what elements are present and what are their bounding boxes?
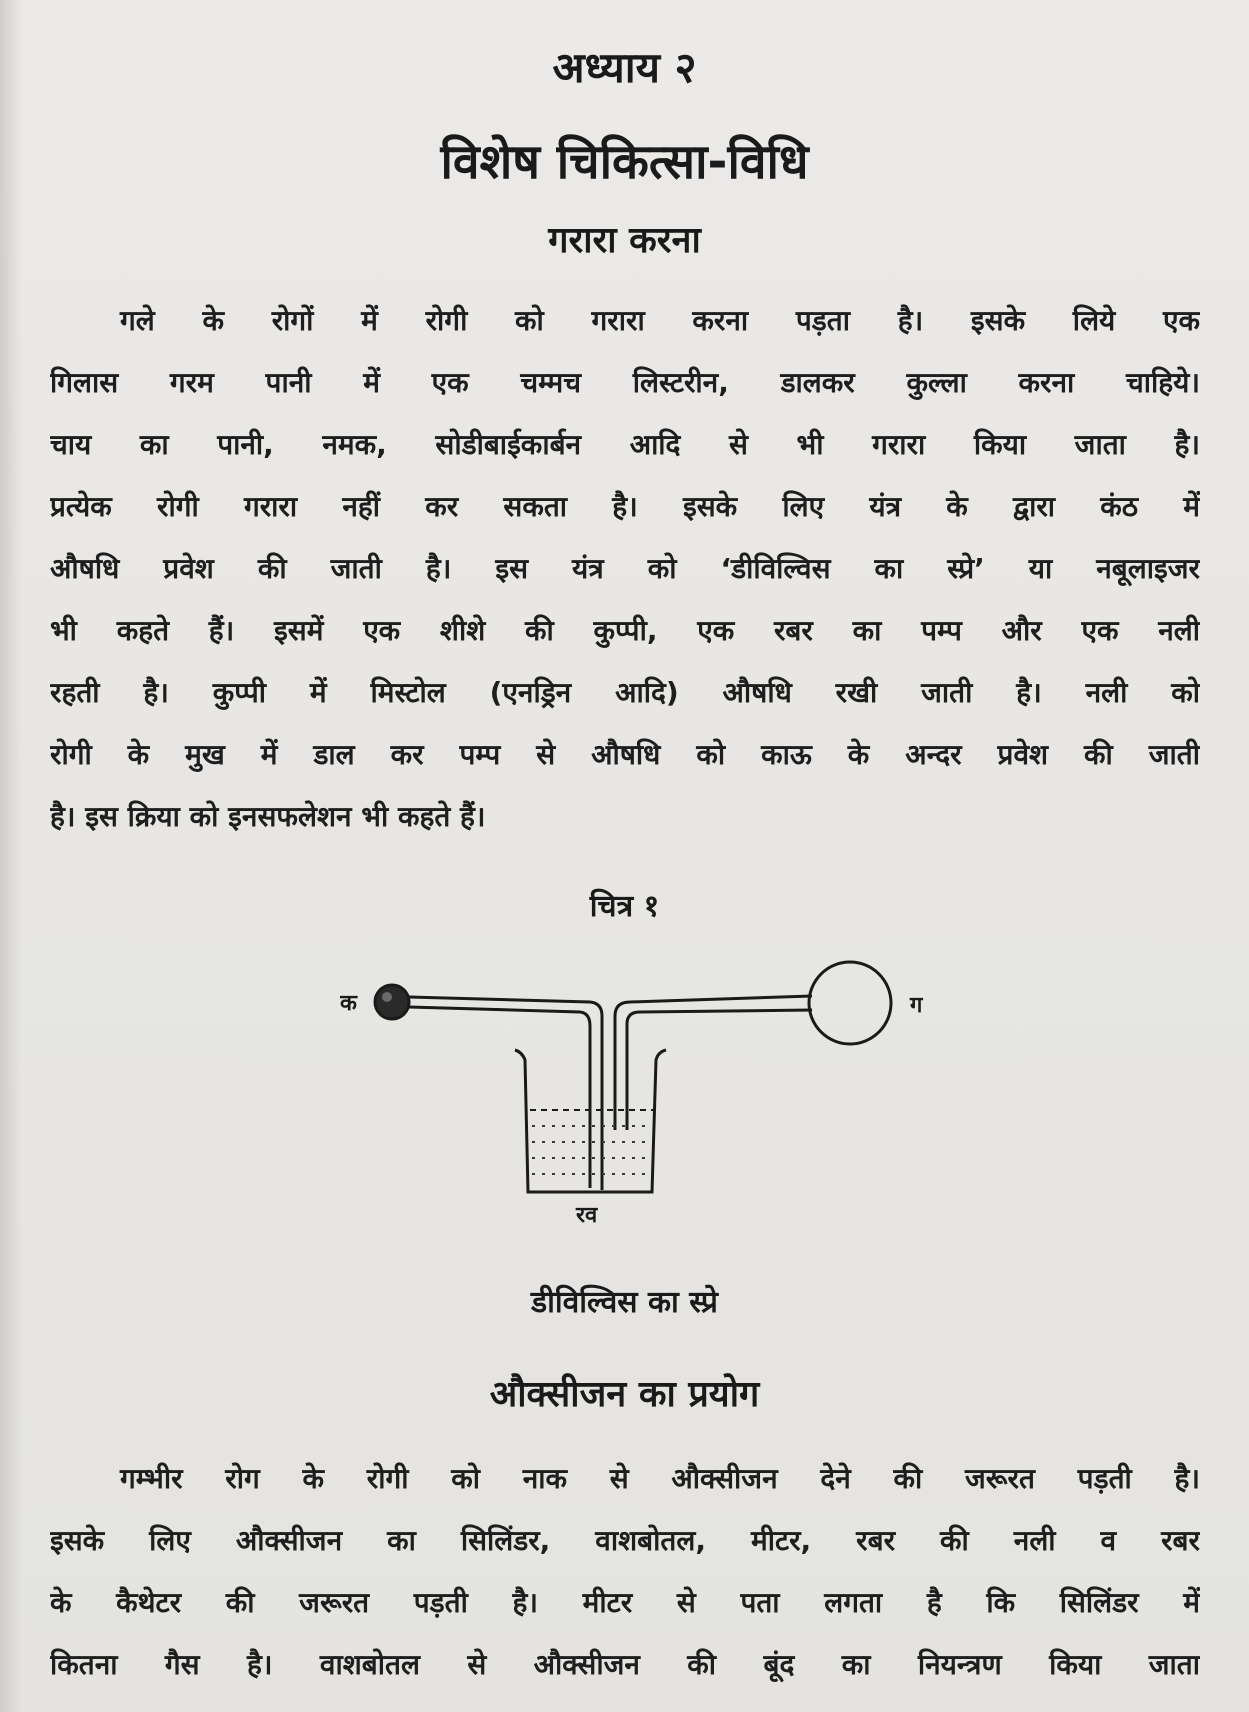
section-title: विशेष चिकित्सा-विधि <box>440 134 809 190</box>
text-line: रोगी के मुख में डाल कर पम्प से औषधि को काऊ के अन्दर प्रवेश की जाती <box>50 738 1200 771</box>
text-line: प्रत्येक रोगी गरारा नहीं कर सकता है। इसके लिए यंत्र के द्वारा कंठ में <box>50 490 1200 523</box>
left-tube-outer <box>409 997 602 1190</box>
text-line: के कैथेटर की जरूरत पड़ती है। मीटर से पता लगता है कि सिलिंडर में <box>50 1586 1200 1619</box>
diagram-label-bottom: रव <box>576 1203 598 1228</box>
diagram-label-right: ग <box>910 993 923 1018</box>
chapter-heading: अध्याय २ <box>552 43 697 92</box>
text-line: औषधि प्रवेश की जाती है। इस यंत्र को ‘डीविल्विस का स्प्रे’ या नबूलाइजर <box>50 552 1200 585</box>
subsection-heading-gargle: गरारा करना <box>548 220 701 261</box>
diagram-label-left: क <box>340 991 357 1016</box>
figure-caption: डीविल्विस का स्प्रे <box>531 1285 718 1320</box>
figure-label: चित्र १ <box>589 889 660 924</box>
paragraph-gargle <box>50 290 1200 848</box>
text-line: है। इस क्रिया को इनसफलेशन भी कहते हैं। <box>50 800 486 833</box>
rubber-pump-bulb <box>375 985 409 1019</box>
text-line: रहती है। कुप्पी में मिस्टोल (एनड्रिन आदि) औषधि रखी जाती है। नली को <box>50 676 1200 709</box>
paragraph-oxygen <box>50 1448 1200 1696</box>
text-line: गम्भीर रोग के रोगी को नाक से औक्सीजन देने की जरूरत पड़ती है। <box>120 1462 1200 1495</box>
bulb-highlight <box>382 992 392 1002</box>
text-line: चाय का पानी, नमक, सोडीबाईकार्बन आदि से भी गरारा किया जाता है। <box>50 428 1200 461</box>
text-line: इसके लिए औक्सीजन का सिलिंडर, वाशबोतल, मीटर, रबर की नली व रबर <box>50 1524 1200 1557</box>
text-line: कितना गैस है। वाशबोतल से औक्सीजन की बूंद का नियन्त्रण किया जाता <box>50 1648 1200 1681</box>
text-line: गिलास गरम पानी में एक चम्मच लिस्टरीन, डालकर कुल्ला करना चाहिये। <box>50 366 1200 399</box>
left-tube-inner <box>409 1007 590 1188</box>
subsection-heading-oxygen: औक्सीजन का प्रयोग <box>489 1374 760 1415</box>
text-line: भी कहते हैं। इसमें एक शीशे की कुप्पी, एक रबर का पम्प और एक नली <box>50 614 1200 647</box>
text-line: गले के रोगों में रोगी को गरारा करना पड़ता है। इसके लिये एक <box>120 304 1200 337</box>
devilbiss-spray-diagram <box>340 960 970 1240</box>
glass-bottle-bulb <box>809 962 891 1044</box>
